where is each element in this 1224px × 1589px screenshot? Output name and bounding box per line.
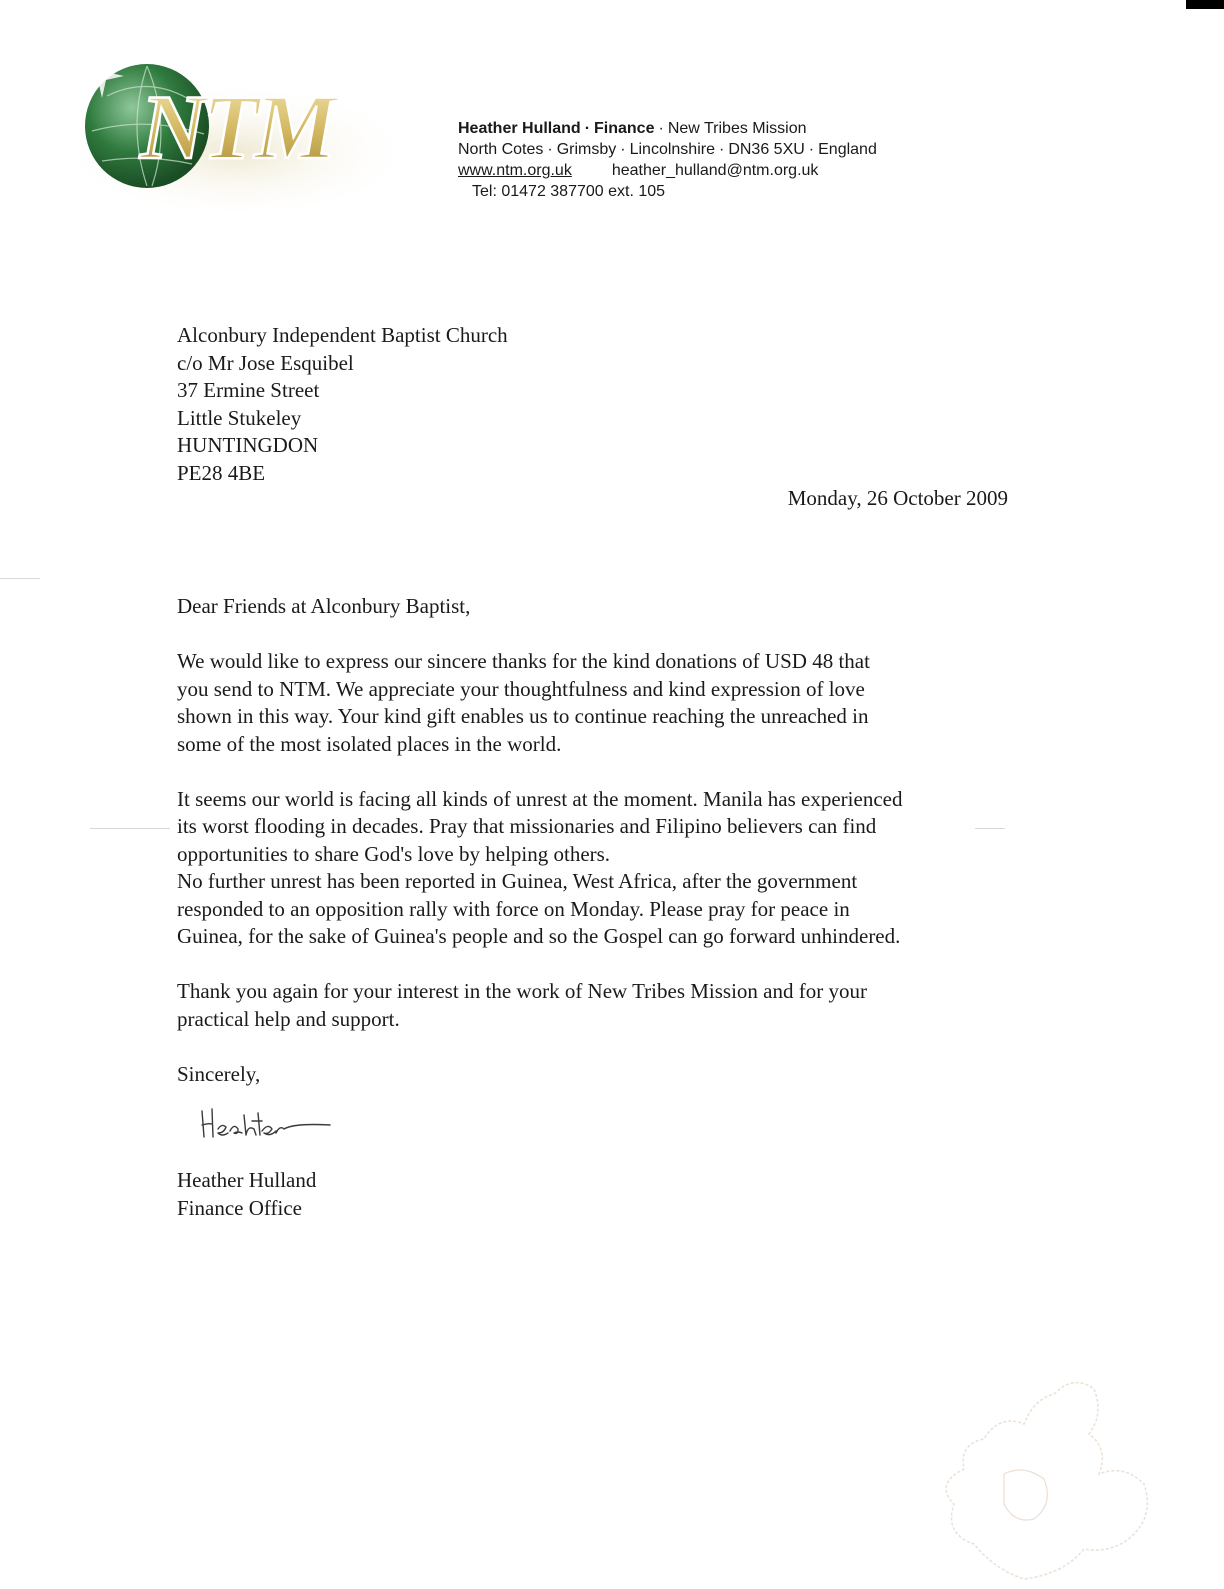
body-line: shown in this way. Your kind gift enables us to continue reaching the unreached in [177,704,869,728]
letterhead-address [458,139,877,160]
closing: Sincerely, [177,1061,261,1086]
map-watermark [904,1354,1184,1584]
telephone: Tel: 01472 387700 ext. 105 [472,183,666,200]
organization-name: New Tribes Mission [667,120,807,137]
letterhead [458,118,877,202]
signer-name: Heather Hulland [177,1168,317,1192]
scan-corner-mark [1186,0,1224,9]
letterhead-line-1 [458,118,877,139]
body-line: No further unrest has been reported in Guinea, West Africa, after the government [177,869,858,893]
recipient-address [177,322,508,487]
letter-date: Monday, 26 October 2009 [787,486,1008,510]
body-line: some of the most isolated places in the world. [177,731,562,756]
address-part: Grimsby [556,141,617,158]
body-line: Guinea, for the sake of Guinea's people and so the Gospel can go forward unhindered. [177,924,901,948]
fold-line-middle [90,828,170,829]
sender-department: Finance [594,120,655,137]
body-line: opportunities to share God's love by helping others. [177,841,611,866]
separator-dot: · [718,141,725,158]
signer-title: Finance Office [177,1195,302,1220]
recipient-line: 37 Ermine Street [177,378,320,402]
address-part: DN36 5XU [728,141,805,158]
signer-block [177,1167,316,1222]
website-link[interactable]: www.ntm.org.uk [458,162,572,179]
recipient-line: HUNTINGDON [177,433,319,457]
separator-dot: · [658,120,664,137]
letterhead-contact [458,160,877,181]
body-line: Thank you again for your interest in the work of New Tribes Mission and for your [177,979,867,1003]
separator-dot: · [547,141,553,158]
separator-dot: · [620,141,626,158]
separator-dot: · [808,141,815,158]
recipient-line: Little Stukeley [177,405,302,430]
salutation: Dear Friends at Alconbury Baptist, [177,594,471,618]
address-part: North Cotes [458,141,544,158]
body-line: It seems our world is facing all kinds of unrest at the moment. Manila has experienced [177,786,903,811]
sender-name: Heather Hulland [458,120,581,137]
separator-dot: · [584,120,591,137]
recipient-line: PE28 4BE [177,460,266,485]
ntm-logo [62,36,402,216]
fold-line-left [0,578,40,579]
body-line: you send to NTM. We appreciate your thoughtfulness and kind expression of love [177,676,865,701]
logo-wordmark: NTM [140,76,333,178]
paragraph-closing [177,978,1017,1033]
body-line: practical help and support. [177,1006,400,1031]
recipient-line: c/o Mr Jose Esquibel [177,350,354,375]
body-line: responded to an opposition rally with force on Monday. Please pray for peace in [177,896,850,921]
handwritten-signature [198,1103,338,1143]
address-part: England [818,141,877,158]
body-line: its worst flooding in decades. Pray that missionaries and Filipino believers can find [177,814,877,838]
letter-body [177,593,1017,1088]
body-line: We would like to express our sincere thanks for the kind donations of USD 48 that [177,649,870,673]
paragraph-prayer [177,786,1017,951]
address-part: Lincolnshire [629,141,715,158]
email-address[interactable]: heather_hulland@ntm.org.uk [611,162,819,179]
paragraph-thanks [177,648,1017,758]
recipient-line: Alconbury Independent Baptist Church [177,323,508,347]
